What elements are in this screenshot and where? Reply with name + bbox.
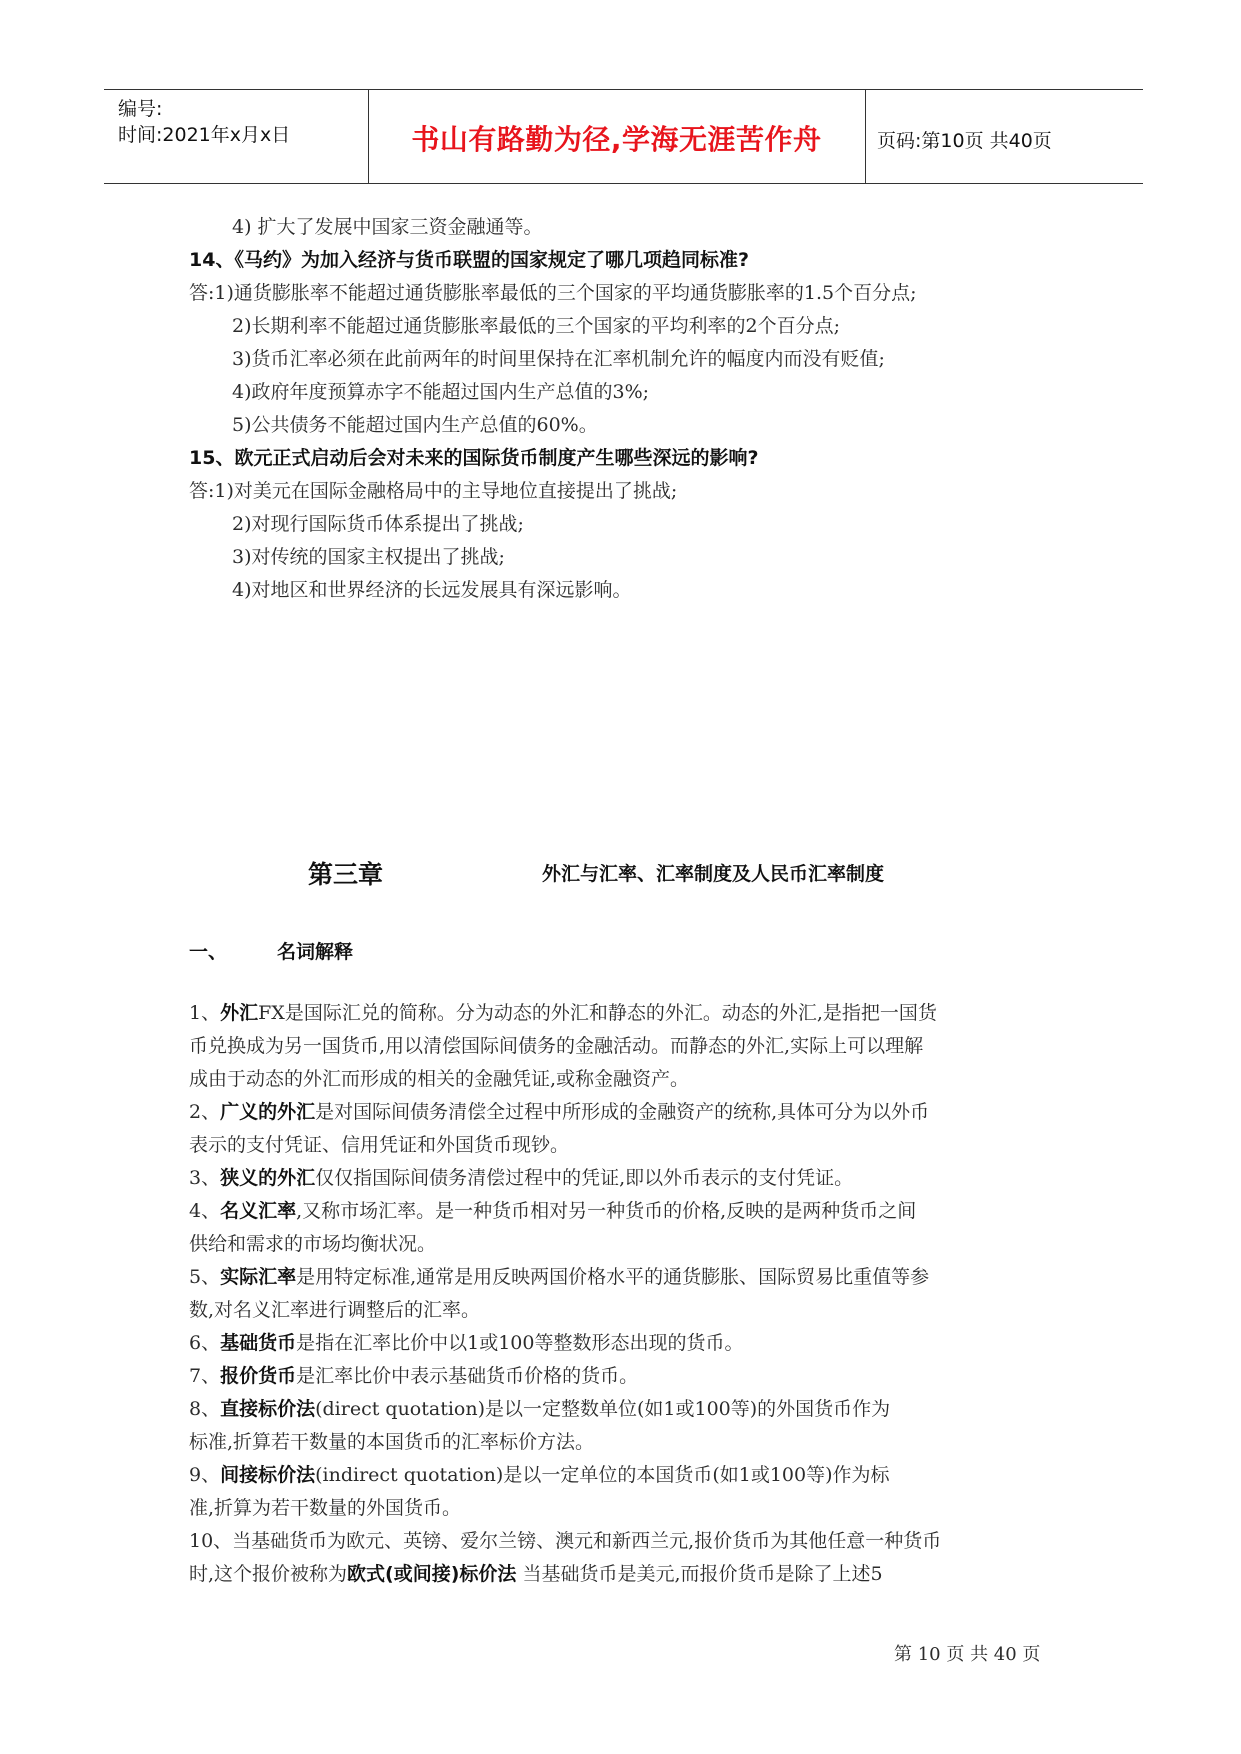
header-motto-cell (368, 90, 866, 183)
answer-line: 2)对现行国际货币体系提出了挑战; (232, 513, 524, 535)
answer-line: 3)对传统的国家主权提出了挑战; (232, 546, 505, 568)
page-code: 页码:第10页 共40页 (877, 130, 1052, 152)
answer-line: 4)政府年度预算赤字不能超过国内生产总值的3%; (232, 381, 650, 403)
question-15: 15、欧元正式启动后会对未来的国际货币制度产生哪些深远的影响? (189, 447, 759, 469)
definition-line: 4、名义汇率,又称市场汇率。是一种货币相对另一种货币的价格,反映的是两种货币之间 (189, 1200, 917, 1222)
definition-line: 数,对名义汇率进行调整后的汇率。 (189, 1299, 481, 1321)
definition-line: 8、直接标价法(direct quotation)是以一定整数单位(如1或100等)的外国货币作为 (189, 1398, 891, 1420)
definition-term: 报价货币 (220, 1365, 297, 1387)
question-14: 14、《马约》为加入经济与货币联盟的国家规定了哪几项趋同标准? (189, 249, 749, 271)
header-page-cell (865, 90, 1143, 183)
chapter-number: 第三章 (308, 860, 384, 889)
definition-line: 成由于动态的外汇而形成的相关的金融凭证,或称金融资产。 (189, 1068, 690, 1090)
page-header (104, 89, 1143, 184)
number-label: 编号: (118, 98, 163, 120)
page-footer: 第 10 页 共 40 页 (894, 1644, 1041, 1665)
definition-line: 时,这个报价被称为欧式(或间接)标价法 当基础货币是美元,而报价货币是除了上述5 (189, 1563, 883, 1585)
list-item: 4) 扩大了发展中国家三资金融通等。 (232, 216, 543, 238)
definition-line: 3、狭义的外汇仅仅指国际间债务清偿过程中的凭证,即以外币表示的支付凭证。 (189, 1167, 854, 1189)
definition-line: 6、基础货币是指在汇率比价中以1或100等整数形态出现的货币。 (189, 1332, 744, 1354)
definition-line: 1、外汇FX是国际汇兑的简称。分为动态的外汇和静态的外汇。动态的外汇,是指把一国货 (189, 1002, 937, 1024)
motto: 书山有路勤为径,学海无涯苦作舟 (411, 123, 822, 156)
answer-line: 3)货币汇率必须在此前两年的时间里保持在汇率机制允许的幅度内而没有贬值; (232, 348, 885, 370)
definition-line: 7、报价货币是汇率比价中表示基础货币价格的货币。 (189, 1365, 639, 1387)
answer-line: 答:1)通货膨胀率不能超过通货膨胀率最低的三个国家的平均通货膨胀率的1.5个百分点; (189, 282, 917, 304)
definition-line: 准,折算为若干数量的外国货币。 (189, 1497, 462, 1519)
definition-line: 表示的支付凭证、信用凭证和外国货币现钞。 (189, 1134, 570, 1156)
definition-line: 9、间接标价法(indirect quotation)是以一定单位的本国货币(如1或100等)作为标 (189, 1464, 890, 1486)
definition-line: 5、实际汇率是用特定标准,通常是用反映两国价格水平的通货膨胀、国际贸易比重值等参 (189, 1266, 930, 1288)
answer-line: 4)对地区和世界经济的长远发展具有深远影响。 (232, 579, 632, 601)
section-title: 名词解释 (277, 941, 354, 963)
definition-term: 外汇 (220, 1002, 259, 1024)
time-label: 时间:2021年x月x日 (118, 124, 291, 146)
definition-line: 币兑换成为另一国货币,用以清偿国际间债务的金融活动。而静态的外汇,实际上可以理解 (189, 1035, 924, 1057)
definition-term: 欧式(或间接)标价法 (347, 1563, 517, 1585)
header-info-cell (104, 90, 369, 183)
definition-term: 间接标价法 (220, 1464, 316, 1486)
definition-line: 10、当基础货币为欧元、英镑、爱尔兰镑、澳元和新西兰元,报价货币为其他任意一种货币 (189, 1530, 942, 1552)
definition-term: 狭义的外汇 (220, 1167, 316, 1189)
answer-line: 答:1)对美元在国际金融格局中的主导地位直接提出了挑战; (189, 480, 678, 502)
definition-term: 基础货币 (220, 1332, 297, 1354)
definition-term: 名义汇率 (220, 1200, 297, 1222)
definition-term: 直接标价法 (220, 1398, 316, 1420)
answer-line: 5)公共债务不能超过国内生产总值的60%。 (232, 414, 598, 436)
definition-line: 标准,折算若干数量的本国货币的汇率标价方法。 (189, 1431, 595, 1453)
definition-term: 广义的外汇 (220, 1101, 316, 1123)
definition-term: 实际汇率 (220, 1266, 297, 1288)
chapter-title: 外汇与汇率、汇率制度及人民币汇率制度 (542, 863, 885, 885)
answer-line: 2)长期利率不能超过通货膨胀率最低的三个国家的平均利率的2个百分点; (232, 315, 840, 337)
definition-line: 2、广义的外汇是对国际间债务清偿全过程中所形成的金融资产的统称,具体可分为以外币 (189, 1101, 930, 1123)
definition-line: 供给和需求的市场均衡状况。 (189, 1233, 437, 1255)
section-number: 一、 (189, 941, 228, 963)
